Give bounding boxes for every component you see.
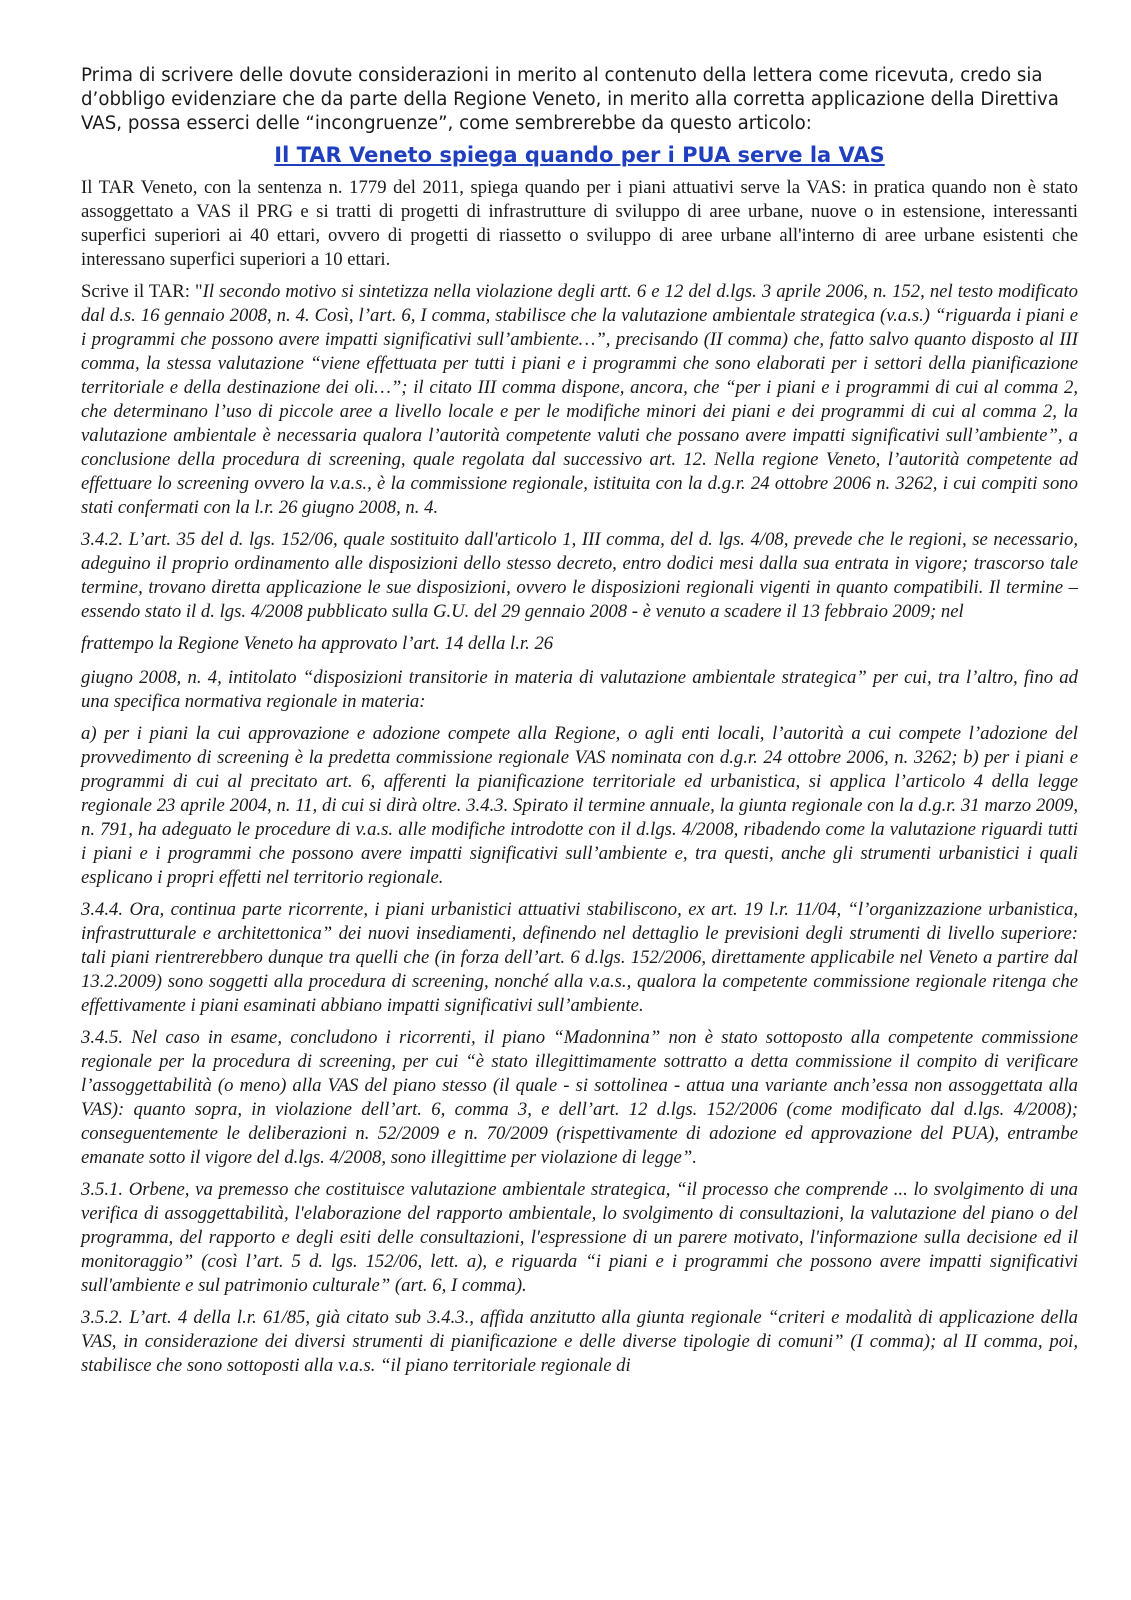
paragraph-3-5-1: 3.5.1. Orbene, va premesso che costituisce valutazione ambientale strategica, “il processo che comprende ... lo svolgimento di una verifica di assoggettabilità, l'elaborazione del rapporto ambientale, lo svolgimento di consultazioni, la valutazione del piano o del programma, del rapporto e degli esiti delle consultazioni, l'espressione di un parere motivato, l'informazione sulla decisione ed il monitoraggio” (così l’art. 5 d. lgs. 152/06, lett. a), e riguarda “i piani e i programmi che possono avere impatti significativi sull'ambiente e sul patrimonio culturale” (art. 6, I comma). bbox=[81, 1179, 1078, 1296]
paragraph-fragment-1: frattempo la Regione Veneto ha approvato l’art. 14 della l.r. 26 bbox=[81, 633, 554, 654]
document-page bbox=[81, 64, 1078, 1386]
paragraph-3-4-4: 3.4.4. Ora, continua parte ricorrente, i piani urbanistici attuativi stabiliscono, ex art. 19 l.r. 11/04, “l’organizzazione urbanistica, infrastrutturale e architettonica” dei nuovi insediamenti, definendo nel dettaglio le previsioni degli strumenti di livello superiore: tali piani rientrerebbero dunque tra quelli che (in forza dell’art. 6 d.lgs. 152/2006, direttamente applicabile nel Veneto a partire dal 13.2.2009) sono soggetti alla procedura di screening, nonché alla v.a.s., qualora la competente commissione regionale ritenga che effettivamente i piani esaminati abbiano impatti significativi sull’ambiente. bbox=[81, 899, 1078, 1016]
quote-text: Il secondo motivo si sintetizza nella violazione degli artt. 6 e 12 del d.lgs. 3 aprile 2006, n. 152, nel testo modificato dal d.s. 16 gennaio 2008, n. 4. Così, l’art. 6, I comma, stabilisce che la valutazione ambientale strategica (v.a.s.) “riguarda i piani e i programmi che possono avere impatti significativi sull’ambiente…”, precisando (II comma) che, fatto salvo quanto disposto al III comma, la stessa valutazione “viene effettuata per tutti i piani e i programmi che sono elaborati per i settori della pianificazione territoriale e della destinazione dei oli…”; il citato III comma dispone, ancora, che “per i piani e i programmi di cui al comma 2, che determinano l’uso di piccole aree a livello locale e per le modifiche minori dei piani e dei programmi di cui al comma 2, la valutazione ambientale è necessaria qualora l’autorità competente valuti che possano avere impatti significativi sull’ambiente”, a conclusione della procedura di screening, quale regolata dal successivo art. 12. Nella regione Veneto, l’autorità competente ad effettuare lo screening ovvero la v.a.s., è la commissione regionale, istituita con la d.g.r. 24 ottobre 2006 n. 3262, i cui compiti sono stati confermati con la l.r. 26 giugno 2008, n. 4. bbox=[81, 281, 1078, 518]
paragraph-a-b: a) per i piani la cui approvazione e adozione compete alla Regione, o agli enti locali, l’autorità a cui compete l’adozione del provvedimento di screening è la predetta commissione regionale VAS nominata con d.g.r. 24 ottobre 2006, n. 3262; b) per i piani e programmi di cui al precitato art. 6, afferenti la pianificazione territoriale ed urbanistica, si applica l’articolo 4 della legge regionale 23 aprile 2004, n. 11, di cui si dirà oltre. 3.4.3. Spirato il termine annuale, la giunta regionale con la d.g.r. 31 marzo 2009, n. 791, ha adeguato le procedure di v.a.s. alle modifiche introdotte con il d.lgs. 4/2008, ribadendo come la valutazione riguardi tutti i piani e i programmi che possono avere impatti significativi sull’ambiente e, tra questi, anche gli strumenti urbanistici i quali esplicano i propri effetti nel territorio regionale. bbox=[81, 723, 1078, 888]
paragraph-3-4-5: 3.4.5. Nel caso in esame, concludono i ricorrenti, il piano “Madonnina” non è stato sottoposto alla competente commissione regionale per la procedura di screening, per cui “è stato illegittimamente sottratto a detta commissione il compito di verificare l’assoggettabilità (o meno) alla VAS del piano stesso (il quale - si sottolinea - attua una variante anch’essa non assoggettata alla VAS): quanto sopra, in violazione dell’art. 6, comma 3, e dell’art. 12 d.lgs. 152/2006 (come modificato dal d.lgs. 4/2008); conseguentemente le deliberazioni n. 52/2009 e n. 70/2009 (rispettivamente di adozione ed approvazione del PUA), entrambe emanate sotto il vigore del d.lgs. 4/2008, sono illegittime per violazione di legge”. bbox=[81, 1027, 1078, 1168]
quote-lead: Scrive il TAR: " bbox=[81, 281, 203, 302]
intro-paragraph: Prima di scrivere delle dovute considerazioni in merito al contenuto della lettera come ricevuta, credo sia d’obbligo evidenziare che da parte della Regione Veneto, in merito alla corretta applicazione della Direttiva VAS, possa esserci delle “incongruenze”, come sembrerebbe da questo articolo: bbox=[81, 65, 1059, 134]
paragraph-fragment-2: giugno 2008, n. 4, intitolato “disposizioni transitorie in materia di valutazione ambientale strategica” per cui, tra l’altro, fino ad una specifica normativa regionale in materia: bbox=[81, 667, 1078, 712]
paragraph-3-5-2: 3.5.2. L’art. 4 della l.r. 61/85, già citato sub 3.4.3., affida anzitutto alla giunta regionale “criteri e modalità di applicazione della VAS, in considerazione dei diversi strumenti di pianificazione e delle diverse tipologie di comuni” (I comma); al II comma, poi, stabilisce che sono sottoposti alla v.a.s. “il piano territoriale regionale di bbox=[81, 1307, 1078, 1376]
paragraph-tar-quote bbox=[81, 280, 1078, 520]
article-title-link[interactable]: Il TAR Veneto spiega quando per i PUA serve la VAS bbox=[274, 143, 885, 167]
paragraph-3-4-2: 3.4.2. L’art. 35 del d. lgs. 152/06, quale sostituito dall'articolo 1, III comma, del d. lgs. 4/08, prevede che le regioni, se necessario, adeguino il proprio ordinamento alle disposizioni dello stesso decreto, entro dodici mesi dalla sua entrata in vigore; trascorso tale termine, trovano diretta applicazione le sue disposizioni, ovvero le disposizioni regionali vigenti in quanto compatibili. Il termine – essendo stato il d. lgs. 4/2008 pubblicato sulla G.U. del 29 gennaio 2008 - è venuto a scadere il 13 febbraio 2009; nel bbox=[81, 529, 1078, 622]
paragraph-sentence-summary: Il TAR Veneto, con la sentenza n. 1779 del 2011, spiega quando per i piani attuativi serve la VAS: in pratica quando non è stato assoggettato a VAS il PRG e si tratti di progetti di infrastrutture di sviluppo di aree urbane, nuove o in estensione, interessanti superfici superiori ai 40 ettari, ovvero di progetti di riassetto o sviluppo di aree urbane all'interno di aree urbane esistenti che interessano superfici superiori a 10 ettari. bbox=[81, 177, 1078, 270]
